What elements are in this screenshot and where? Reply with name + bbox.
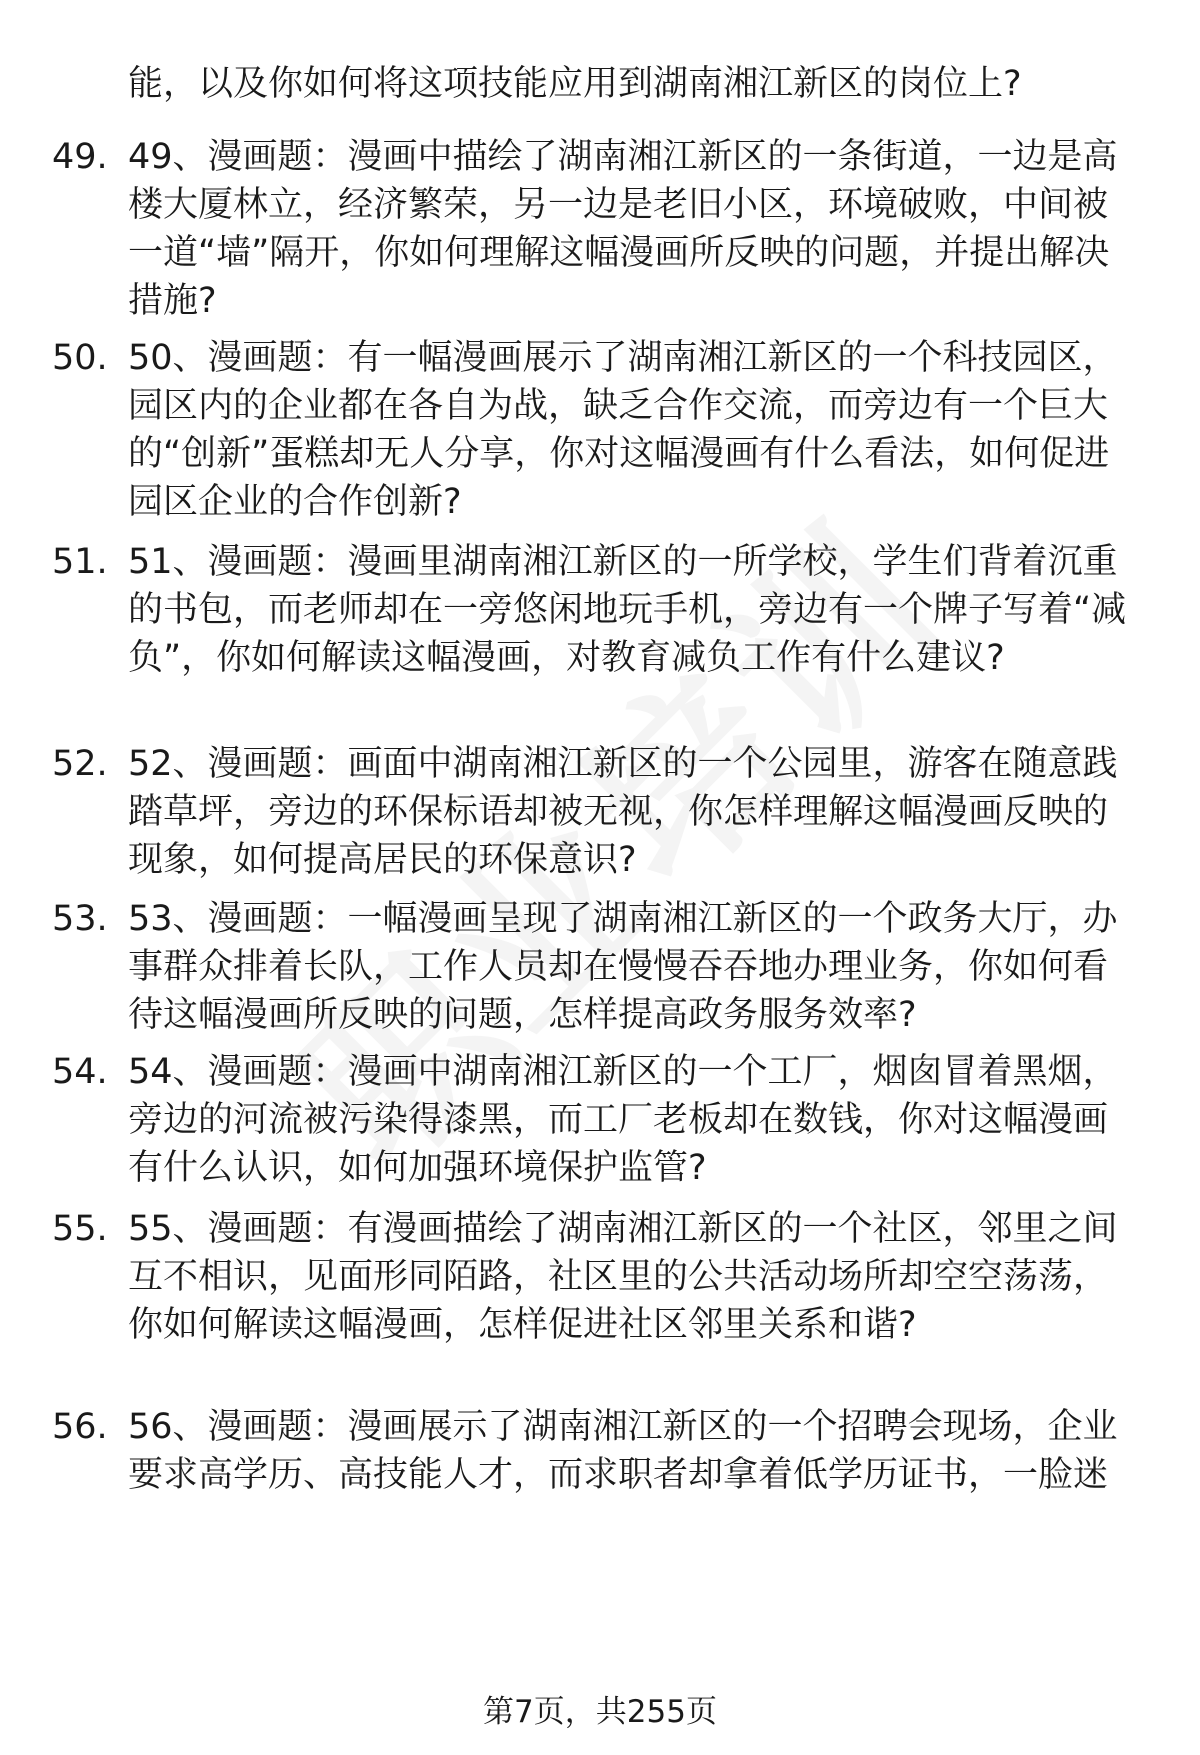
item-number: 53. — [52, 899, 108, 939]
continuation-text: 能，以及你如何将这项技能应用到湖南湘江新区的岗位上? — [128, 64, 1022, 104]
item-text: 52、漫画题：画面中湖南湘江新区的一个公园里，游客在随意践踏草坪，旁边的环保标语却被无视，你怎样理解这幅漫画反映的现象，如何提高居民的环保意识? — [128, 744, 1118, 880]
item-text: 56、漫画题：漫画展示了湖南湘江新区的一个招聘会现场，企业要求高学历、高技能人才，而求职者却拿着低学历证书，一脸迷 — [128, 1407, 1118, 1495]
item-number: 49. — [52, 137, 108, 177]
item-number: 51. — [52, 542, 108, 582]
item-text: 51、漫画题：漫画里湖南湘江新区的一所学校，学生们背着沉重的书包，而老师却在一旁悠闲地玩手机，旁边有一个牌子写着“减负”，你如何解读这幅漫画，对教育减负工作有什么建议? — [128, 542, 1127, 678]
item-text: 55、漫画题：有漫画描绘了湖南湘江新区的一个社区，邻里之间互不相识，见面形同陌路，社区里的公共活动场所却空空荡荡，你如何解读这幅漫画，怎样促进社区邻里关系和谐? — [128, 1209, 1118, 1345]
item-number: 54. — [52, 1052, 108, 1092]
item-text: 54、漫画题：漫画中湖南湘江新区的一个工厂，烟囱冒着黑烟，旁边的河流被污染得漆黑，而工厂老板却在数钱，你对这幅漫画有什么认识，如何加强环境保护监管? — [128, 1052, 1118, 1188]
item-number: 55. — [52, 1209, 108, 1249]
item-number: 52. — [52, 744, 108, 784]
item-text: 50、漫画题：有一幅漫画展示了湖南湘江新区的一个科技园区，园区内的企业都在各自为战，缺乏合作交流，而旁边有一个巨大的“创新”蛋糕却无人分享，你对这幅漫画有什么看法，如何促进园区企业的合作创新? — [128, 338, 1118, 522]
item-number: 56. — [52, 1407, 108, 1447]
item-text: 49、漫画题：漫画中描绘了湖南湘江新区的一条街道，一边是高楼大厦林立，经济繁荣，另一边是老旧小区，环境破败，中间被一道“墙”隔开，你如何理解这幅漫画所反映的问题，并提出解决措施? — [128, 137, 1118, 321]
page-footer: 第7页，共255页 — [483, 1694, 717, 1730]
item-text: 53、漫画题：一幅漫画呈现了湖南湘江新区的一个政务大厅，办事群众排着长队，工作人员却在慢慢吞吞地办理业务，你如何看待这幅漫画所反映的问题，怎样提高政务服务效率? — [128, 899, 1118, 1035]
item-number: 50. — [52, 338, 108, 378]
